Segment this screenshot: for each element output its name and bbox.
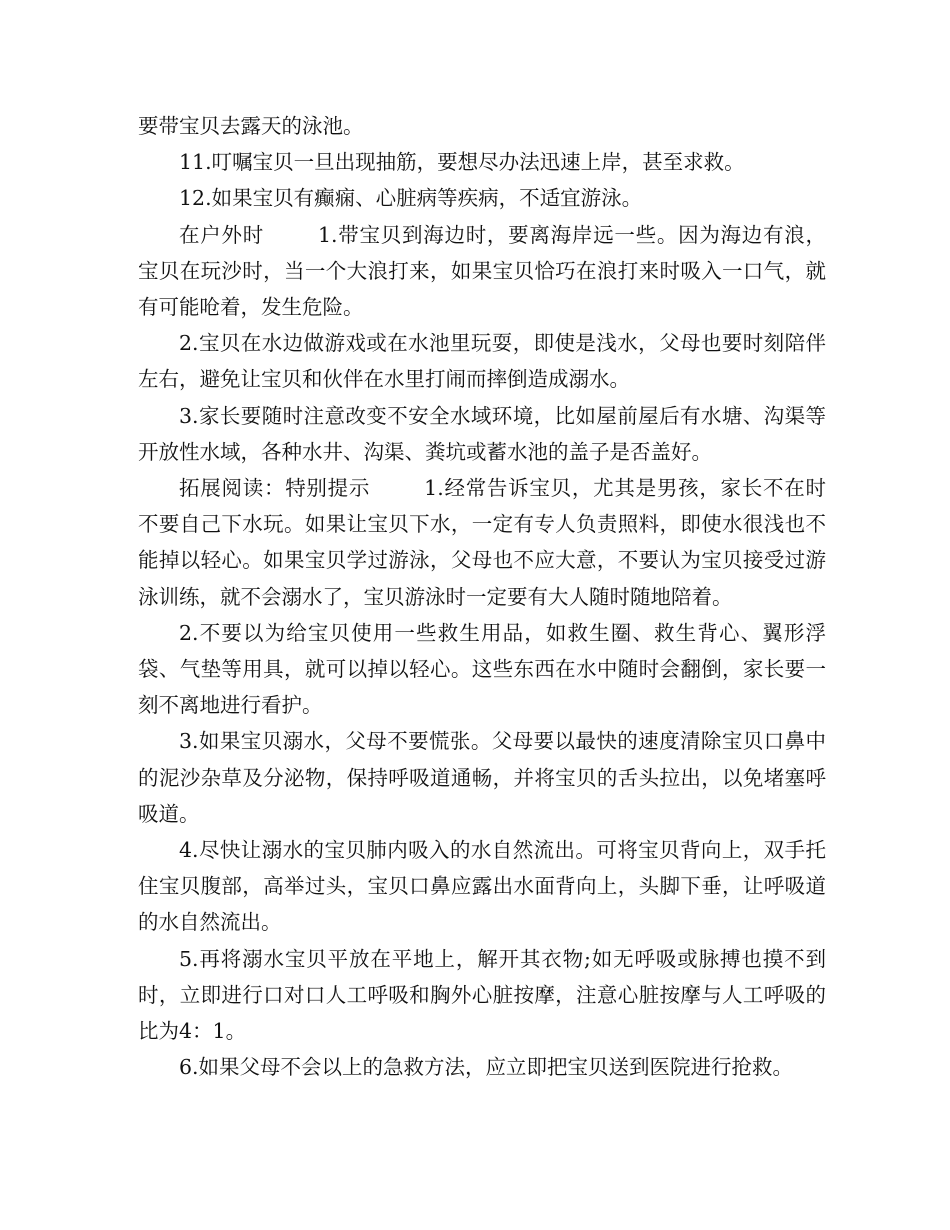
section-heading-outdoor: 在户外时 — [179, 222, 264, 247]
paragraph-text: 2.不要以为给宝贝使用一些救生用品，如救生圈、救生背心、翼形浮袋、气垫等用具，就可以掉以轻心。这些东西在水中随时会翻倒，家长要一刻不离地进行看护。 — [138, 620, 826, 718]
paragraph-extended-3 — [138, 723, 826, 832]
paragraph-tip-12 — [138, 180, 826, 216]
paragraph-text: 11.叮嘱宝贝一旦出现抽筋，要想尽办法迅速上岸，甚至求救。 — [179, 150, 745, 175]
paragraph-text: 1.经常告诉宝贝，尤其是男孩，家长不在时不要自己下水玩。如果让宝贝下水，一定有专人负责照料，即使水很浅也不能掉以轻心。如果宝贝学过游泳，父母也不应大意，不要认为宝贝接受过游泳训练，就不会溺水了，宝贝游泳时一定要有大人随时随地陪着。 — [138, 476, 827, 609]
paragraph-text: 5.再将溺水宝贝平放在平地上，解开其衣物;如无呼吸或脉搏也摸不到时，立即进行口对口人工呼吸和胸外心脏按摩，注意心脏按摩与人工呼吸的比为4：1。 — [138, 946, 826, 1044]
paragraph-text: 6.如果父母不会以上的急救方法，应立即把宝贝送到医院进行抢救。 — [179, 1055, 794, 1080]
paragraph-text: 3.家长要随时注意改变不安全水域环境，比如屋前屋后有水塘、沟渠等开放性水域，各种水井、沟渠、粪坑或蓄水池的盖子是否盖好。 — [138, 403, 826, 464]
paragraph-text: 4.尽快让溺水的宝贝肺内吸入的水自然流出。可将宝贝背向上，双手托住宝贝腹部，高举过头，宝贝口鼻应露出水面背向上，头脚下垂，让呼吸道的水自然流出。 — [138, 838, 826, 935]
paragraph-extended-4 — [138, 832, 826, 941]
document-page — [138, 108, 826, 1085]
paragraph-outdoor-2 — [138, 325, 826, 397]
paragraph-text: 3.如果宝贝溺水，父母不要慌张。父母要以最快的速度清除宝贝口鼻中的泥沙杂草及分泌物，保持呼吸道通畅，并将宝贝的舌头拉出，以免堵塞呼吸道。 — [138, 729, 826, 826]
paragraph-tip-11 — [138, 144, 826, 180]
paragraph-text: 要带宝贝去露天的泳池。 — [138, 114, 364, 138]
paragraph-extended-6 — [138, 1049, 826, 1085]
paragraph-continuation — [138, 108, 826, 144]
paragraph-text: 12.如果宝贝有癫痫、心脏病等疾病，不适宜游泳。 — [179, 186, 643, 211]
paragraph-text: 1.带宝贝到海边时，要离海岸远一些。因为海边有浪，宝贝在玩沙时，当一个大浪打来，如果宝贝恰巧在浪打来时吸入一口气，就有可能呛着，发生危险。 — [138, 222, 827, 320]
paragraph-outdoor-3 — [138, 398, 826, 470]
paragraph-extended-1 — [138, 470, 826, 615]
paragraph-extended-2 — [138, 615, 826, 724]
paragraph-extended-5 — [138, 941, 826, 1050]
section-heading-extended-reading: 拓展阅读：特别提示 — [179, 476, 371, 501]
paragraph-text: 2.宝贝在水边做游戏或在水池里玩耍，即使是浅水，父母也要时刻陪伴左右，避免让宝贝和伙伴在水里打闹而摔倒造成溺水。 — [138, 331, 826, 392]
paragraph-outdoor-1 — [138, 217, 826, 326]
